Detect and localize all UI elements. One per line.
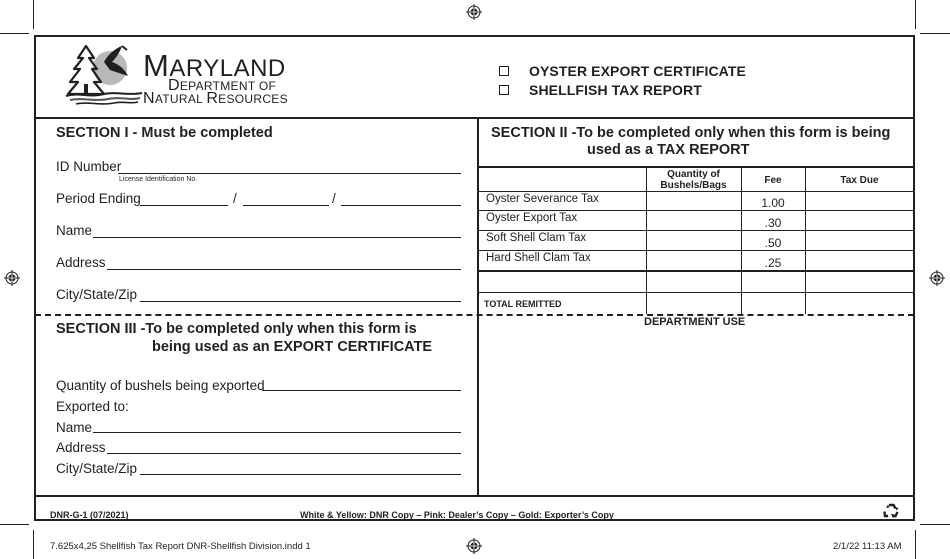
crop-mark <box>33 530 34 559</box>
shellfish-tax-report-option[interactable] <box>499 82 702 98</box>
export-name-label: Name <box>56 420 93 435</box>
crop-mark <box>0 524 29 525</box>
header-divider <box>35 117 914 119</box>
id-number-label: ID Number <box>56 159 122 174</box>
table-row-fee: .25 <box>764 256 782 270</box>
export-city-state-zip-input[interactable] <box>140 474 461 475</box>
address-input[interactable] <box>107 269 461 270</box>
crop-mark <box>33 0 34 29</box>
copy-distribution-note: White & Yellow: DNR Copy – Pink: Dealer’s Copy – Gold: Exporter’s Copy <box>300 510 614 520</box>
oyster-severance-tax-due-cell[interactable] <box>806 192 913 209</box>
name-input[interactable] <box>93 237 461 238</box>
table-row-fee: .30 <box>764 216 782 230</box>
crop-mark <box>920 33 950 34</box>
total-remitted-label: TOTAL REMITTED <box>484 299 562 309</box>
oyster-severance-quantity-cell[interactable] <box>647 192 740 209</box>
logo-department-text: DEPARTMENT OF <box>168 77 277 94</box>
oyster-export-tax-due-cell[interactable] <box>806 211 913 229</box>
oyster-export-quantity-cell[interactable] <box>647 211 740 229</box>
oyster-export-certificate-label: OYSTER EXPORT CERTIFICATE <box>529 63 746 79</box>
period-ending-day-input[interactable] <box>243 205 329 206</box>
export-name-input[interactable] <box>93 432 461 433</box>
table-header-quantity: Quantity of Bushels/Bags <box>660 169 727 191</box>
shellfish-tax-report-label: SHELLFISH TAX REPORT <box>529 82 702 98</box>
logo-maryland-text: MARYLAND <box>143 48 286 83</box>
department-use-title: DEPARTMENT USE <box>644 316 746 328</box>
section-1-title: SECTION I - Must be completed <box>56 125 273 141</box>
table-row-label: Hard Shell Clam Tax <box>486 252 591 264</box>
crop-mark <box>915 530 916 559</box>
table-line <box>477 166 914 168</box>
section-2-title-line2: used as a TAX REPORT <box>587 142 750 158</box>
table-row-label: Oyster Severance Tax <box>486 193 599 205</box>
period-separator: / <box>233 191 237 206</box>
hard-shell-clam-quantity-cell[interactable] <box>647 251 740 269</box>
crop-mark <box>920 524 950 525</box>
period-separator: / <box>332 191 336 206</box>
registration-mark-icon <box>929 270 945 286</box>
id-number-sublabel: License Identification No. <box>119 176 198 183</box>
department-use-area <box>479 332 913 494</box>
section-separator-dashed <box>35 314 914 316</box>
export-quantity-input[interactable] <box>262 390 461 391</box>
blank-row-cell[interactable] <box>478 272 645 291</box>
print-slug-datetime: 2/1/22 11:13 AM <box>833 541 902 552</box>
oyster-export-certificate-option[interactable] <box>499 63 746 79</box>
crop-mark <box>915 0 916 29</box>
id-number-input[interactable] <box>118 173 461 174</box>
registration-mark-icon <box>4 270 20 286</box>
table-header-tax-due: Tax Due <box>840 175 879 186</box>
section-3-title-line1: SECTION III -To be completed only when this form is <box>56 321 417 337</box>
period-ending-month-input[interactable] <box>140 205 228 206</box>
table-row-fee: 1.00 <box>761 196 785 210</box>
table-row-fee: .50 <box>764 236 782 250</box>
address-label: Address <box>56 255 106 270</box>
hard-shell-clam-tax-due-cell[interactable] <box>806 251 913 269</box>
soft-shell-clam-quantity-cell[interactable] <box>647 231 740 249</box>
soft-shell-clam-tax-due-cell[interactable] <box>806 231 913 249</box>
export-address-label: Address <box>56 440 106 455</box>
table-header-fee: Fee <box>764 175 782 186</box>
table-row-label: Oyster Export Tax <box>486 212 578 224</box>
print-slug-filename: 7.625x4,25 Shellfish Tax Report DNR-Shellfish Division.indd 1 <box>50 541 311 552</box>
registration-mark-icon <box>466 538 482 554</box>
footer-divider <box>35 495 914 497</box>
form-id: DNR-G-1 (07/2021) <box>50 510 129 520</box>
crop-mark <box>0 33 29 34</box>
city-state-zip-label: City/State/Zip <box>56 287 138 302</box>
exported-to-label: Exported to: <box>56 399 129 414</box>
section-3-title-line2: being used as an EXPORT CERTIFICATE <box>152 339 433 355</box>
period-ending-label: Period Ending <box>56 191 141 206</box>
export-address-input[interactable] <box>107 453 461 454</box>
shellfish-tax-report-checkbox[interactable] <box>499 85 509 95</box>
recycle-icon <box>883 503 900 519</box>
dnr-logo-icon <box>64 42 144 108</box>
export-city-state-zip-label: City/State/Zip <box>56 461 138 476</box>
logo-natural-resources-text: NATURAL RESOURCES <box>143 90 288 107</box>
period-ending-year-input[interactable] <box>341 205 461 206</box>
total-remitted-tax-due-cell[interactable] <box>806 293 913 313</box>
oyster-export-certificate-checkbox[interactable] <box>499 66 509 76</box>
section-2-title-line1: SECTION II -To be completed only when this form is being <box>491 125 891 141</box>
name-label: Name <box>56 223 93 238</box>
registration-mark-icon <box>466 4 482 20</box>
city-state-zip-input[interactable] <box>140 301 461 302</box>
table-row-label: Soft Shell Clam Tax <box>486 232 587 244</box>
export-quantity-label: Quantity of bushels being exported <box>56 378 265 393</box>
